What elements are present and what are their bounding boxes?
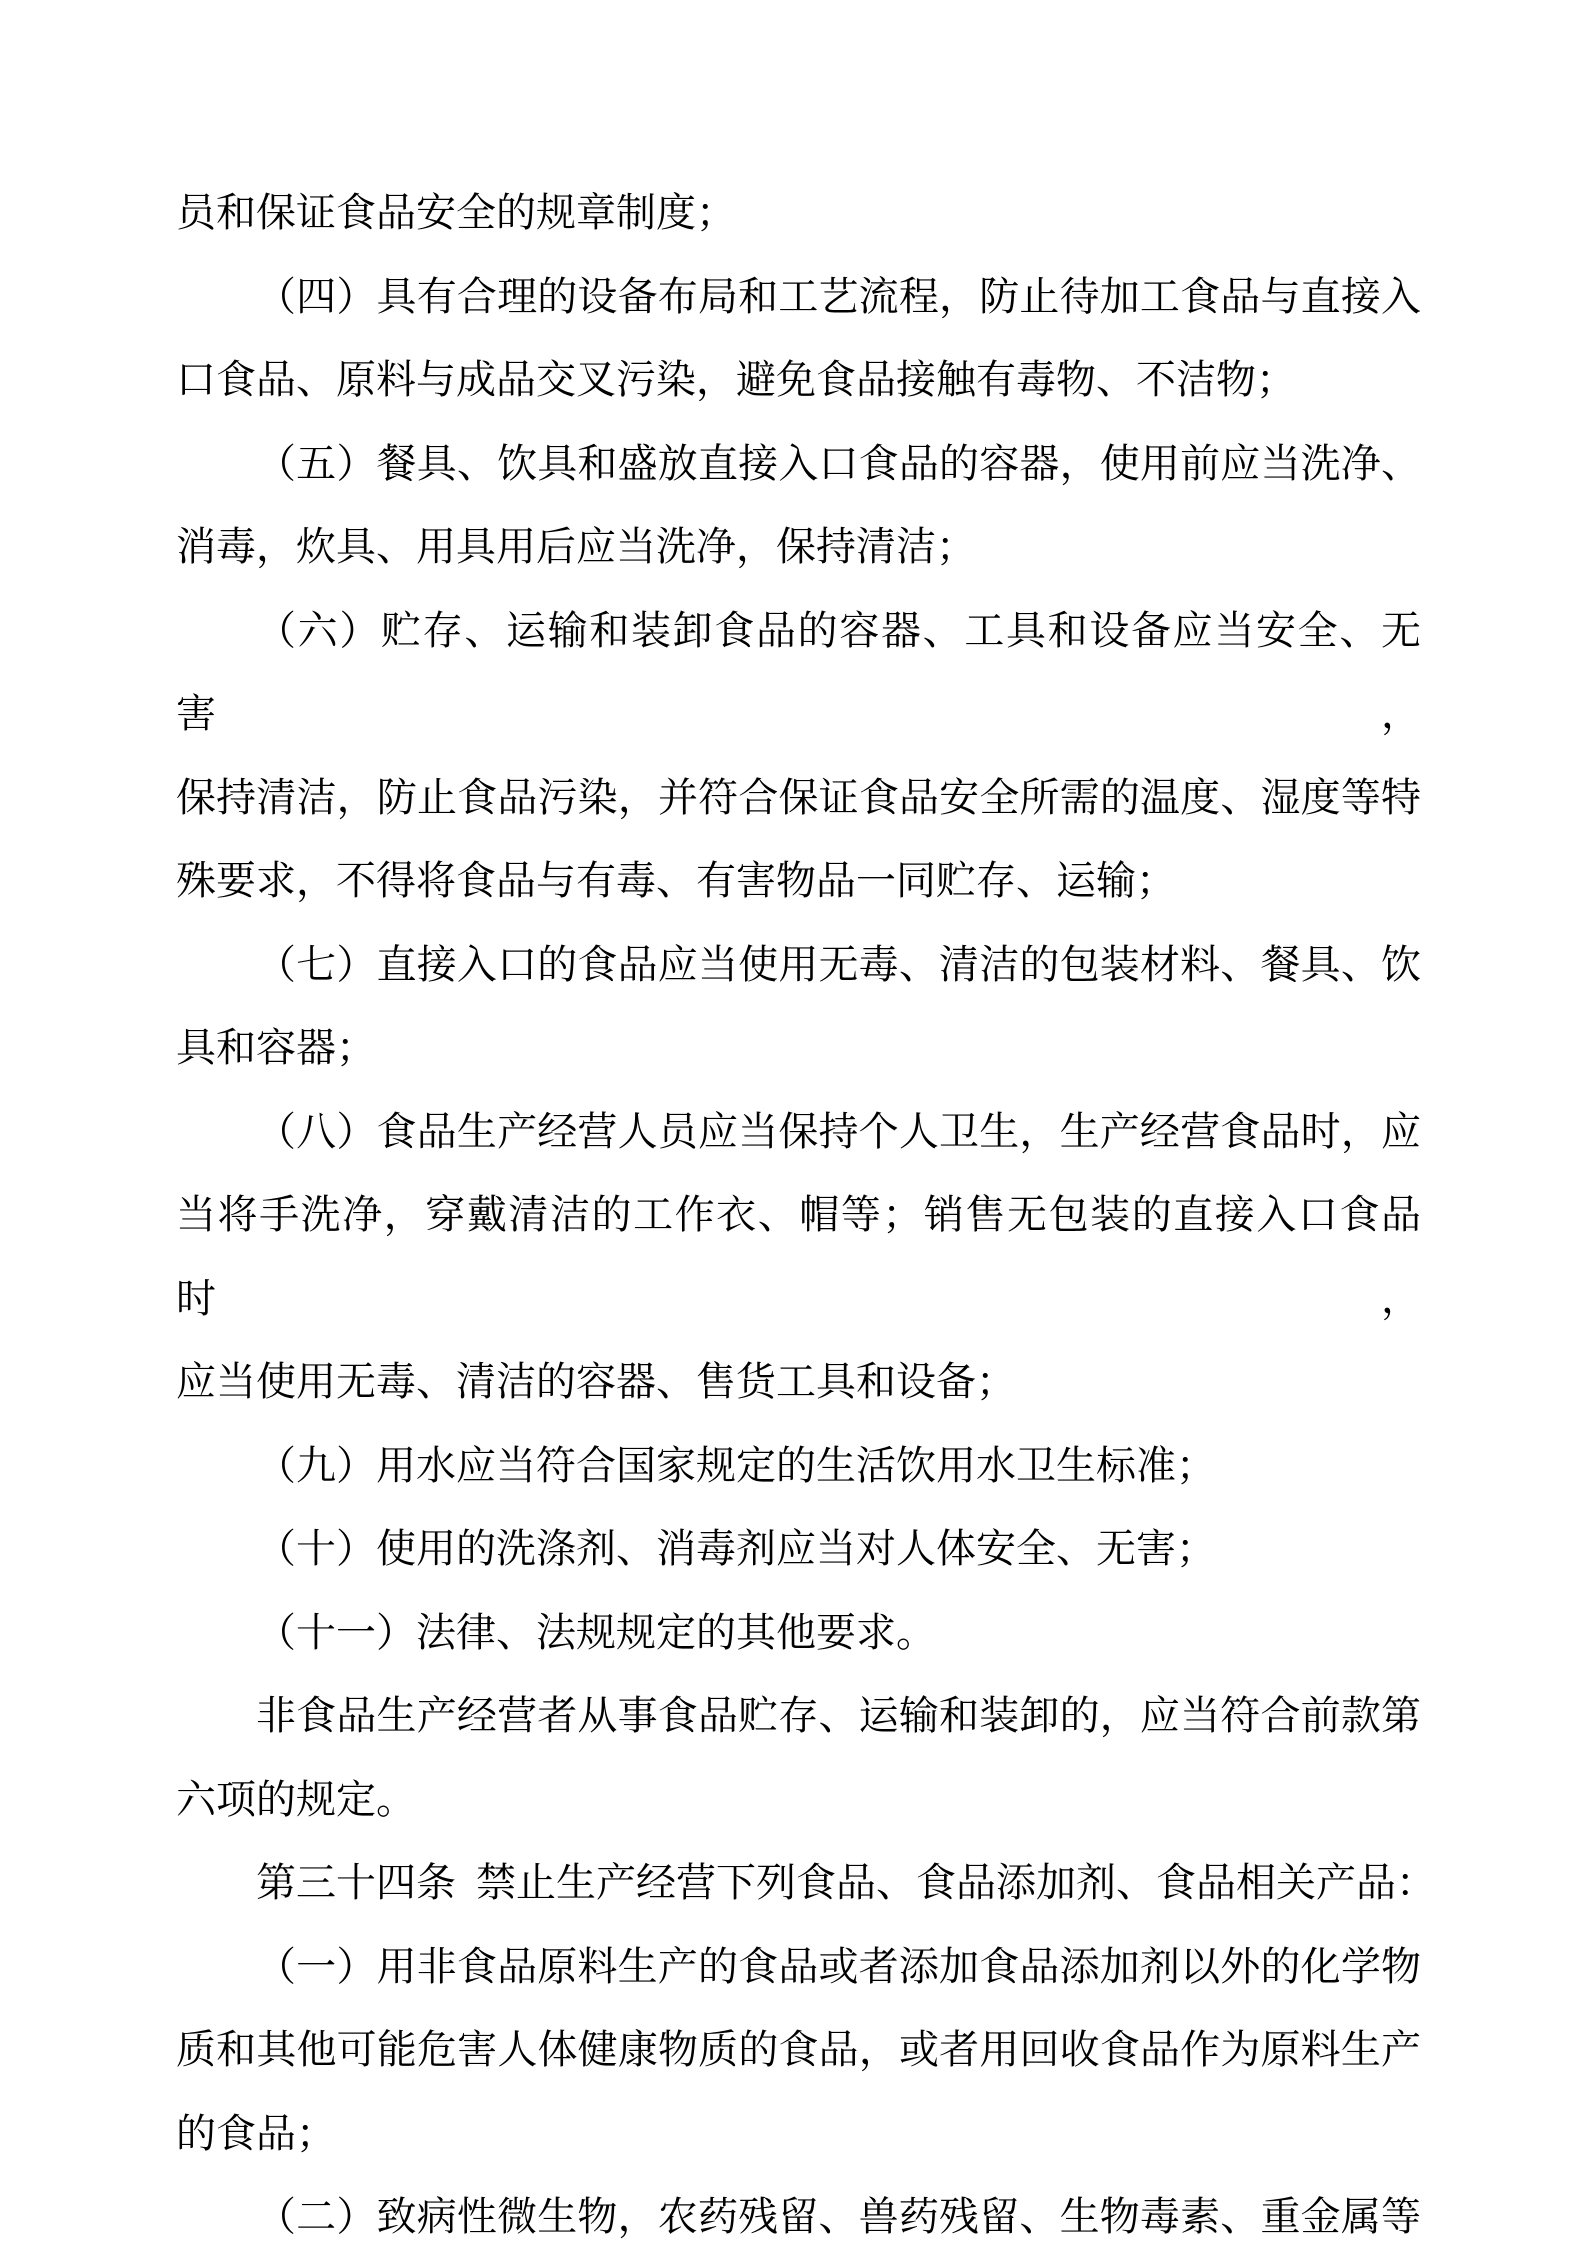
paragraph [176,171,1421,255]
paragraph [176,2175,1421,2245]
text-line: （八）食品生产经营人员应当保持个人卫生，生产经营食品时，应 [256,1108,1421,1154]
text-line: （六）贮存、运输和装卸食品的容器、工具和设备应当安全、无害， [176,607,1421,736]
paragraph [176,255,1421,422]
text-line: 具和容器； [176,1025,376,1070]
paragraph [176,1925,1421,2176]
text-line: 非食品生产经营者从事食品贮存、运输和装卸的，应当符合前款第 [256,1693,1421,1738]
text-line: （五）餐具、饮具和盛放直接入口食品的容器，使用前应当洗净、 [256,440,1421,486]
text-line: 第三十四条 禁止生产经营下列食品、食品添加剂、食品相关产品： [256,1860,1436,1905]
text-line: （二）致病性微生物，农药残留、兽药残留、生物毒素、重金属等 [256,2194,1421,2239]
paragraph [176,1507,1421,1591]
text-line: （十一）法律、法规规定的其他要求。 [256,1609,936,1655]
text-line: 质和其他可能危害人体健康物质的食品，或者用回收食品作为原料生产 [176,2027,1421,2072]
text-line: 殊要求，不得将食品与有毒、有害物品一同贮存、运输； [176,858,1176,903]
text-line: 保持清洁，防止食品污染，并符合保证食品安全所需的温度、湿度等特 [176,774,1421,820]
text-block [176,171,1436,2245]
paragraph [176,923,1421,1090]
text-line: 员和保证食品安全的规章制度； [176,190,736,235]
text-line: 当将手洗净，穿戴清洁的工作衣、帽等；销售无包装的直接入口食品时， [176,1192,1421,1321]
text-line: （九）用水应当符合国家规定的生活饮用水卫生标准； [256,1442,1216,1488]
paragraph [176,589,1421,923]
text-line: （一）用非食品原料生产的食品或者添加食品添加剂以外的化学物 [256,1943,1421,1989]
text-line: （十）使用的洗涤剂、消毒剂应当对人体安全、无害； [256,1526,1216,1571]
text-line: 的食品； [176,2110,336,2156]
paragraph [176,422,1421,589]
paragraph [176,1591,1421,1675]
text-line: （七）直接入口的食品应当使用无毒、清洁的包装材料、餐具、饮 [256,941,1421,987]
paragraph [176,1674,1421,1841]
text-line: 应当使用无毒、清洁的容器、售货工具和设备； [176,1359,1016,1404]
paragraph [176,1841,1436,1925]
text-line: 六项的规定。 [176,1776,416,1822]
text-line: （四）具有合理的设备布局和工艺流程，防止待加工食品与直接入 [256,273,1421,319]
text-line: 口食品、原料与成品交叉污染，避免食品接触有毒物、不洁物； [176,357,1296,402]
paragraph [176,1090,1421,1424]
paragraph [176,1424,1421,1508]
text-line: 消毒，炊具、用具用后应当洗净，保持清洁； [176,524,976,569]
